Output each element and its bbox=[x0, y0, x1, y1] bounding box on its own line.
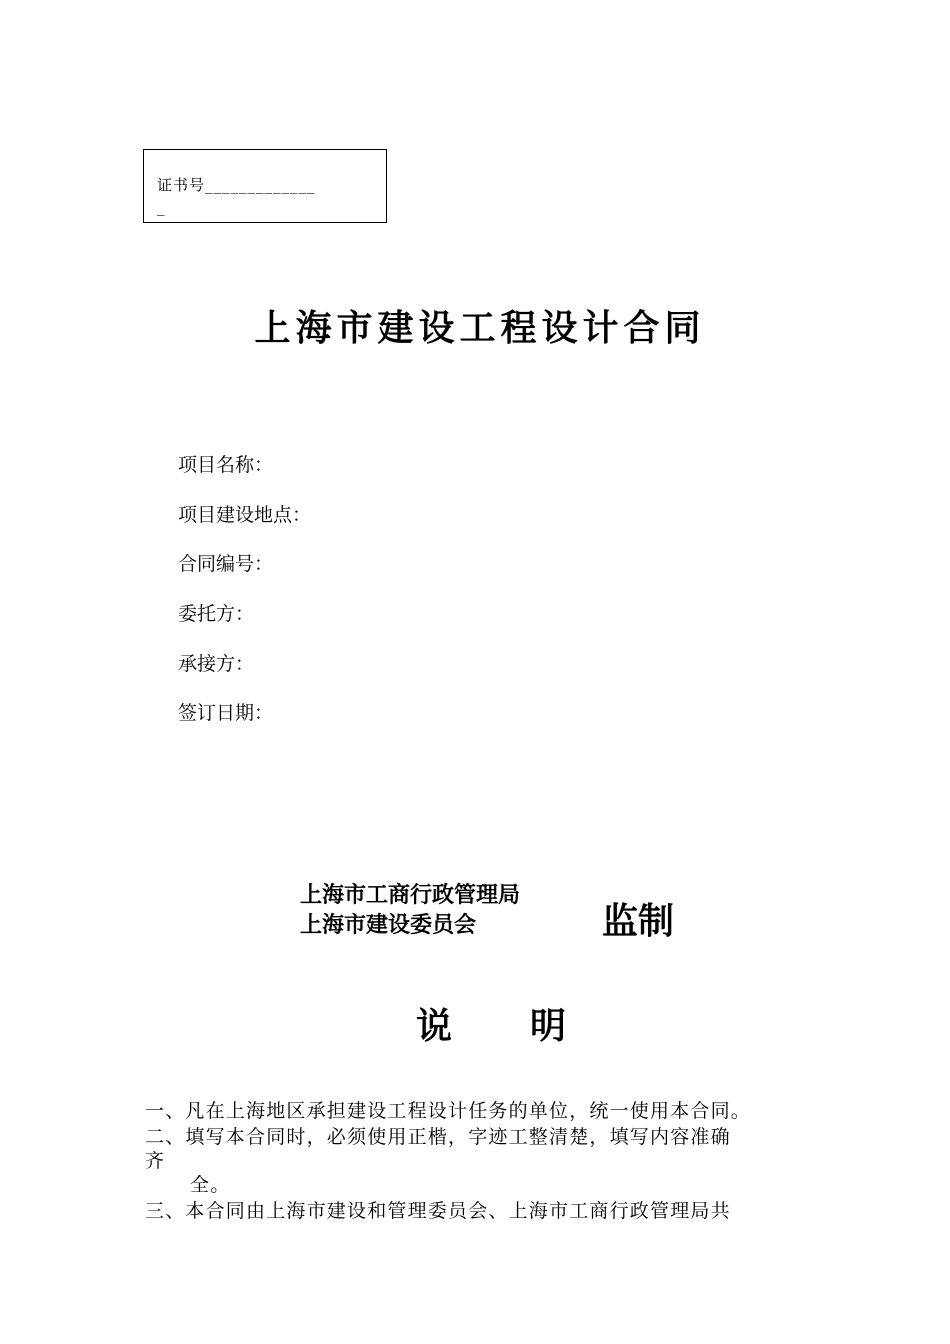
notes-title-char-2: 明 bbox=[530, 1006, 567, 1047]
note-item-1: 一、凡在上海地区承担建设工程设计任务的单位，统一使用本合同。 bbox=[145, 1100, 752, 1122]
client-field: 委托方： bbox=[178, 603, 255, 625]
note-item-2-line-3: 全。 bbox=[190, 1174, 231, 1196]
note-item-3: 三、本合同由上海市建设和管理委员会、上海市工商行政管理局共 bbox=[145, 1200, 731, 1222]
certificate-number-continuation: _ bbox=[157, 198, 165, 216]
signing-date-field: 签订日期： bbox=[178, 702, 274, 724]
note-item-2-line-2: 齐 bbox=[145, 1150, 166, 1172]
certificate-number-box bbox=[143, 149, 387, 223]
project-name-field: 项目名称： bbox=[178, 454, 274, 476]
contract-number-field: 合同编号： bbox=[178, 553, 274, 575]
certificate-number-label: 证书号_____________ bbox=[157, 176, 316, 194]
supervision-mark: 监制 bbox=[602, 901, 675, 942]
project-location-field: 项目建设地点： bbox=[178, 504, 312, 526]
contractor-field: 承接方： bbox=[178, 653, 255, 675]
supervisor-authority-1: 上海市工商行政管理局 bbox=[300, 883, 521, 908]
note-item-2-line-1: 二、填写本合同时，必须使用正楷，字迹工整清楚，填写内容准确 bbox=[145, 1126, 731, 1148]
notes-title-char-1: 说 bbox=[416, 1006, 453, 1047]
supervisor-authority-2: 上海市建设委员会 bbox=[300, 913, 477, 938]
document-title: 上海市建设工程设计合同 bbox=[254, 308, 706, 349]
